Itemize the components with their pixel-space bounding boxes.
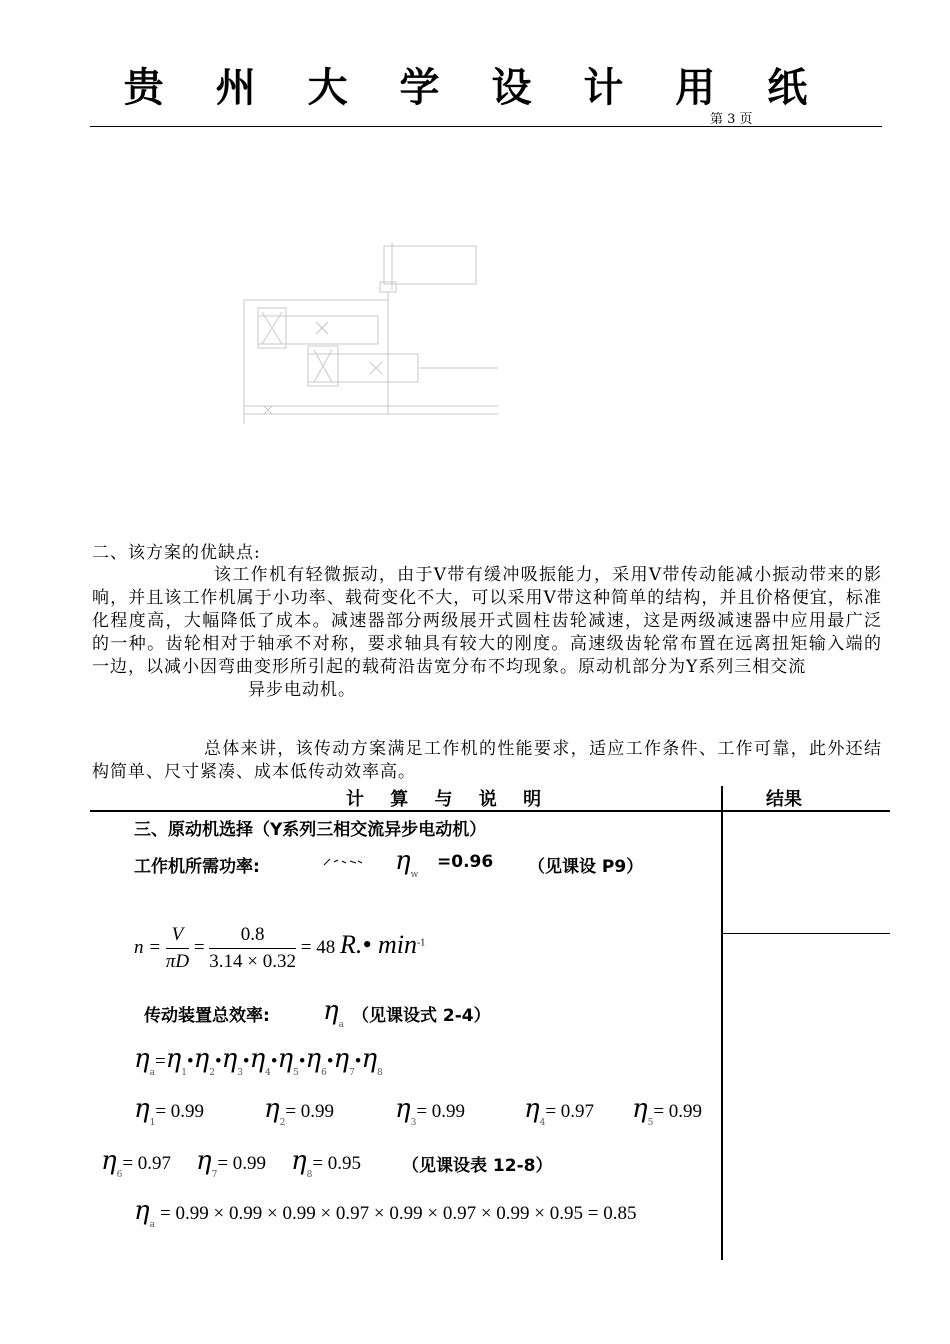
product-sub: 3 [237, 1068, 243, 1078]
eta-value: = 0.99 [217, 1153, 267, 1174]
n-unit-exponent: -1 [416, 937, 426, 949]
section2-paragraph-1-text: 该工作机有轻微振动，由于V带有缓冲吸振能力，采用V带传动能减小振动带来的影响，并且该工作机属于小功率、载荷变化不大，可以采用V带这种简单的结构，并且价格便宜，标准化程度高，大幅降低了成本。减速器部分两级展开式圆柱齿轮减速，这是两级减速器中应用最广泛的一种。齿轮相对于轴承不对称，要求轴具有较大的刚度。高速级齿轮常布置在远离扭矩输入端的一边，以减小因弯曲变形所引起的载荷沿齿宽分布不均现象。原动机部分为Y系列三相交流 [92, 565, 882, 677]
transmission-diagram [236, 238, 498, 428]
eta-value: = 0.97 [122, 1153, 172, 1174]
eta-4: $\eta_4= 0.97$ [524, 1094, 595, 1128]
product-sub: 7 [349, 1068, 355, 1078]
eta-a-subscript: a [338, 1020, 344, 1030]
eta-7: $\eta_7= 0.99$ [196, 1146, 267, 1180]
n-lhs: n = [134, 936, 162, 958]
eta-value: = 0.99 [653, 1101, 703, 1122]
eta-a-symbol: η [323, 996, 339, 1026]
table-header-result: 结果 [766, 789, 802, 810]
eta-a-final-expression: = 0.99 × 0.99 × 0.99 × 0.97 × 0.99 × 0.97 × 0.99 × 0.95 = 0.85 [160, 1203, 637, 1224]
drum [384, 246, 476, 284]
table-column-divider [721, 786, 723, 1260]
section2-paragraph-2: 总体来讲，该传动方案满足工作机的性能要求，适应工作条件、工作可靠，此外还结构简单、尺寸紧凑、成本低传动效率高。 [92, 739, 882, 782]
total-eff-label: 传动装置总效率: [144, 1006, 270, 1026]
power-label: 工作机所需功率: [134, 857, 260, 877]
frac2-numerator: 0.8 [209, 924, 296, 949]
product-sub: 5 [293, 1068, 299, 1078]
eta-w [395, 846, 418, 880]
eta-a-final: $\eta_a = 0.99 \times 0.99 \times 0.99 \times 0.97 \times 0.99 \times 0.97 \times 0.99 \times 0.95 = 0.85$ [134, 1196, 637, 1230]
table-header-calc: 计 算 与 说 明 [346, 789, 552, 810]
eta-value: = 0.97 [545, 1101, 595, 1122]
product-sub: 1 [181, 1068, 187, 1078]
eta-a [323, 996, 344, 1030]
eta-a-final-subscript: a [149, 1220, 155, 1230]
eta-3: $\eta_3= 0.99$ [395, 1094, 466, 1128]
product-lhs-subscript: a [149, 1068, 155, 1078]
efficiency-product: $\eta_a=\eta_1•\eta_2•\eta_3•\eta_4•\eta_5•\eta_6•\eta_7•\eta_8$ [134, 1044, 383, 1078]
frac2-denominator: 3.14 × 0.32 [209, 951, 297, 972]
product-sub: 6 [321, 1068, 327, 1078]
product-sub: 4 [265, 1068, 271, 1078]
frac1-denominator: πD [165, 951, 190, 972]
section2-paragraph-1-tail: 异步电动机。 [248, 680, 356, 700]
n-formula [134, 924, 425, 973]
eta-subscript: 3 [410, 1118, 417, 1128]
eta-subscript: 2 [279, 1118, 286, 1128]
eta-value: = 0.95 [312, 1153, 362, 1174]
squiggle-mark [322, 856, 364, 868]
eta-w-subscript: w [410, 870, 419, 880]
eta-value: = 0.99 [285, 1101, 335, 1122]
n-eq: = [193, 936, 205, 958]
eta-subscript: 7 [211, 1170, 218, 1180]
eta-subscript: 4 [539, 1118, 546, 1128]
eta-value: = 0.99 [155, 1101, 205, 1122]
eta-subscript: 8 [306, 1170, 313, 1180]
eta-value: = 0.99 [416, 1101, 466, 1122]
eta-w-value: =0.96 [437, 852, 494, 872]
section2-heading: 二、该方案的优缺点: [92, 543, 261, 563]
table-header-rule [90, 810, 890, 812]
eta-subscript: 6 [116, 1170, 123, 1180]
frac1-numerator: V [166, 924, 189, 949]
result-cell-rule [722, 933, 890, 934]
eta-subscript: 5 [647, 1118, 654, 1128]
eta-2: $\eta_2= 0.99$ [264, 1094, 335, 1128]
total-eff-reference: （见课设式 2-4） [352, 1006, 491, 1026]
section3-heading: 三、原动机选择（Y系列三相交流异步电动机） [134, 820, 487, 840]
section2-paragraph-1 [92, 564, 882, 702]
product-sub: 2 [209, 1068, 215, 1078]
header-rule [90, 126, 882, 127]
eta-6: $\eta_6= 0.97$ [101, 1146, 172, 1180]
fraction-values [209, 924, 296, 973]
page-number: 第 3 页 [710, 112, 753, 127]
eta-w-symbol: η [395, 846, 411, 876]
product-sub: 8 [377, 1068, 383, 1078]
eta-8: $\eta_8= 0.95$ [291, 1146, 362, 1180]
fraction-v-over-pid [166, 924, 189, 973]
etas-reference: （见课设表 12-8） [402, 1156, 553, 1176]
eta-subscript: 1 [149, 1118, 156, 1128]
eta-5: $\eta_5= 0.99$ [632, 1094, 703, 1128]
n-unit: R.• min [339, 929, 417, 959]
eta-w-reference: （见课设 P9） [528, 857, 644, 877]
eta-1: $\eta_1= 0.99$ [134, 1094, 205, 1128]
page-title: 贵 州 大 学 设 计 用 纸 [123, 65, 827, 111]
gearbox-upper [258, 316, 378, 344]
n-result: = 48 [300, 936, 336, 958]
